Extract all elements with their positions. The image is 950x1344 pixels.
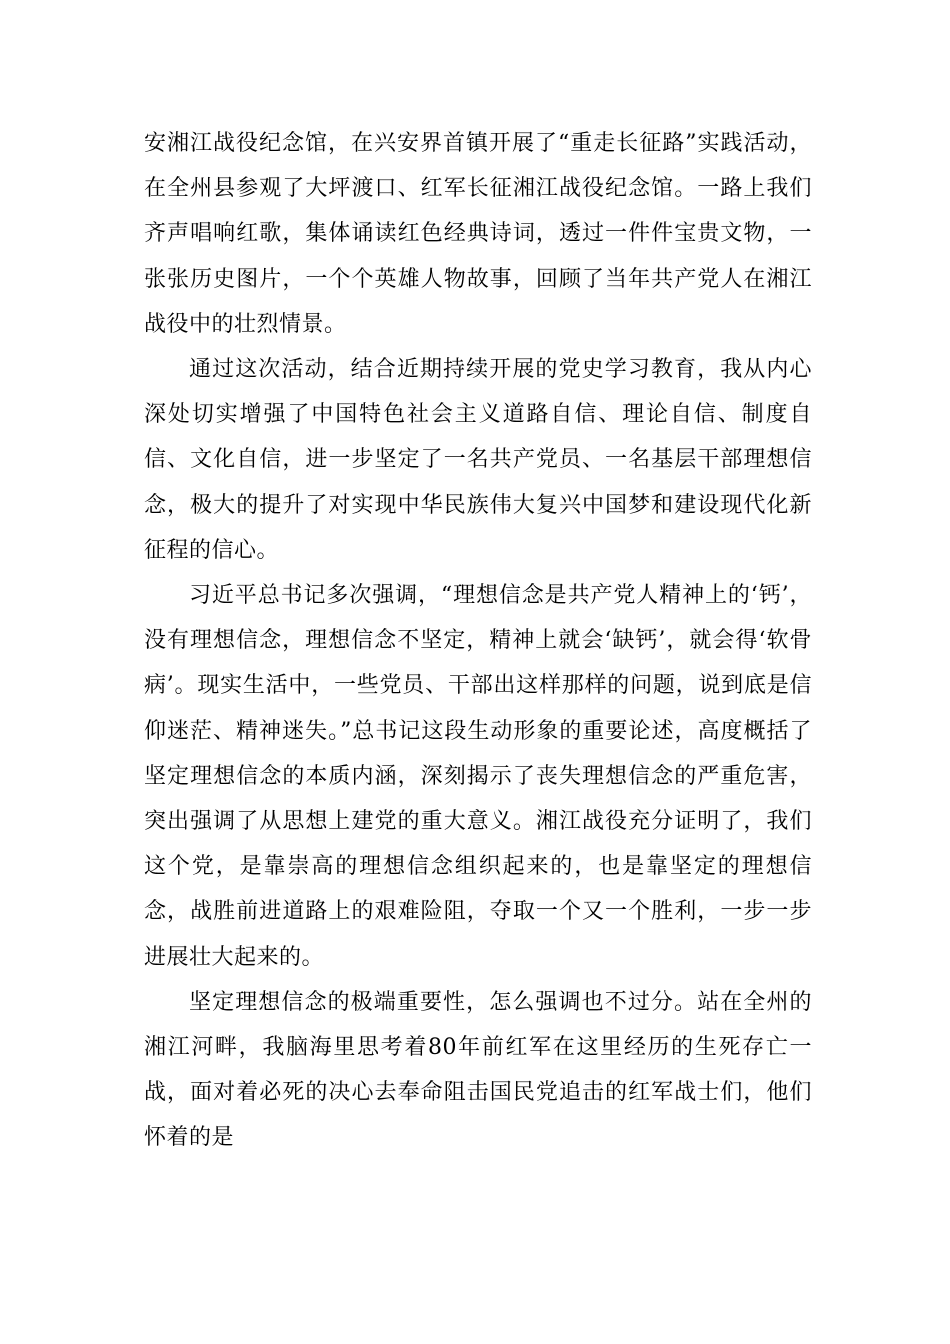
paragraph-3: 习近平总书记多次强调，“理想信念是共产党人精神上的‘钙’，没有理想信念，理想信念不坚定，精神上就会‘缺钙’，就会得‘软骨病’。现实生活中，一些党员、干部出这样那样的问题，说到底是信仰迷茫、精神迷失。”总书记这段生动形象的重要论述，高度概括了坚定理想信念的本质内涵，深刻揭示了丧失理想信念的严重危害，突出强调了从思想上建党的重大意义。湘江战役充分证明了，我们这个党，是靠崇高的理想信念组织起来的，也是靠坚定的理想信念，战胜前进道路上的艰难险阻，夺取一个又一个胜利，一步一步进展壮大起来的。 xyxy=(144,583,812,970)
paragraph-1: 安湘江战役纪念馆，在兴安界首镇开展了“重走长征路”实践活动，在全州县参观了大坪渡口、红军长征湘江战役纪念馆。一路上我们齐声唱响红歌，集体诵读红色经典诗词，透过一件件宝贵文物，一张张历史图片，一个个英雄人物故事，回顾了当年共产党人在湘江战役中的壮烈情景。 xyxy=(144,131,812,337)
paragraph-2: 通过这次活动，结合近期持续开展的党史学习教育，我从内心深处切实增强了中国特色社会主义道路自信、理论自信、制度自信、文化自信，进一步坚定了一名共产党员、一名基层干部理想信念，极大的提升了对实现中华民族伟大复兴中国梦和建设现代化新征程的信心。 xyxy=(144,357,812,563)
paragraph-4: 坚定理想信念的极端重要性，怎么强调也不过分。站在全州的湘江河畔，我脑海里思考着80年前红军在这里经历的生死存亡一战，面对着必死的决心去奉命阻击国民党追击的红军战士们，他们怀着的是 xyxy=(144,989,812,1151)
document-body xyxy=(144,121,812,1161)
